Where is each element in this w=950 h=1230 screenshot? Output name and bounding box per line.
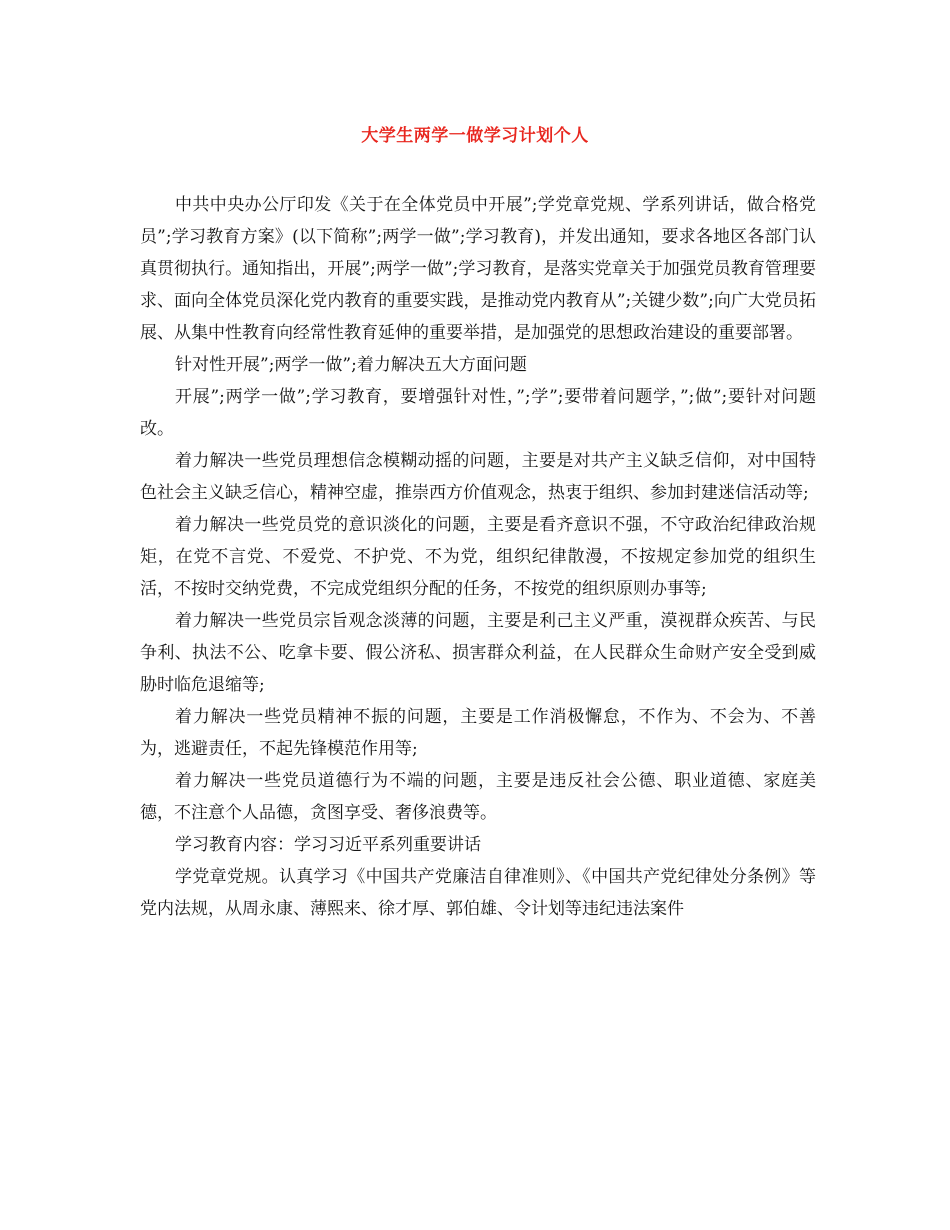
paragraph: 针对性开展”;两学一做”;着力解决五大方面问题 xyxy=(175,355,527,375)
paragraph: 中共中央办公厅印发《关于在全体党员中开展”;学党章党规、学系列讲话，做合格党员”;学习教育方案》(以下简称”;两学一做”;学习教育)，并发出通知，要求各地区各部门认真贯彻执行。通知指出，开展”;两学一做”;学习教育，是落实党章关于加强党员教育管理要求、面向全体党员深化党内教育的重要实践，是推动党内教育从”;关键少数”;向广大党员拓展、从集中性教育向经常性教育延伸的重要举措，是加强党的思想政治建设的重要部署。 xyxy=(140,195,816,343)
paragraph: 着力解决一些党员党的意识淡化的问题，主要是看齐意识不强，不守政治纪律政治规矩，在党不言党、不爱党、不护党、不为党，组织纪律散漫，不按规定参加党的组织生活，不按时交纳党费，不完成党组织分配的任务，不按党的组织原则办事等; xyxy=(140,515,816,599)
document-title: 大学生两学一做学习计划个人 xyxy=(361,126,589,146)
paragraph: 学党章党规。认真学习《中国共产党廉洁自律准则》、《中国共产党纪律处分条例》等党内法规，从周永康、薄熙来、徐才厚、郭伯雄、令计划等违纪违法案件 xyxy=(140,867,816,919)
paragraph: 着力解决一些党员精神不振的问题，主要是工作消极懈怠，不作为、不会为、不善为，逃避责任，不起先锋模范作用等; xyxy=(140,707,816,759)
paragraph: 着力解决一些党员宗旨观念淡薄的问题，主要是利己主义严重，漠视群众疾苦、与民争利、执法不公、吃拿卡要、假公济私、损害群众利益，在人民群众生命财产安全受到威胁时临危退缩等; xyxy=(140,611,816,695)
paragraph: 着力解决一些党员道德行为不端的问题，主要是违反社会公德、职业道德、家庭美德，不注意个人品德，贪图享受、奢侈浪费等。 xyxy=(140,771,816,823)
paragraph: 着力解决一些党员理想信念模糊动摇的问题，主要是对共产主义缺乏信仰，对中国特色社会主义缺乏信心，精神空虚，推崇西方价值观念，热衷于组织、参加封建迷信活动等; xyxy=(140,451,816,503)
paragraph: 学习教育内容：学习习近平系列重要讲话 xyxy=(175,835,481,855)
paragraph: 开展”;两学一做”;学习教育，要增强针对性，”;学”;要带着问题学，”;做”;要针对问题改。 xyxy=(140,387,816,439)
document-body xyxy=(140,189,816,925)
